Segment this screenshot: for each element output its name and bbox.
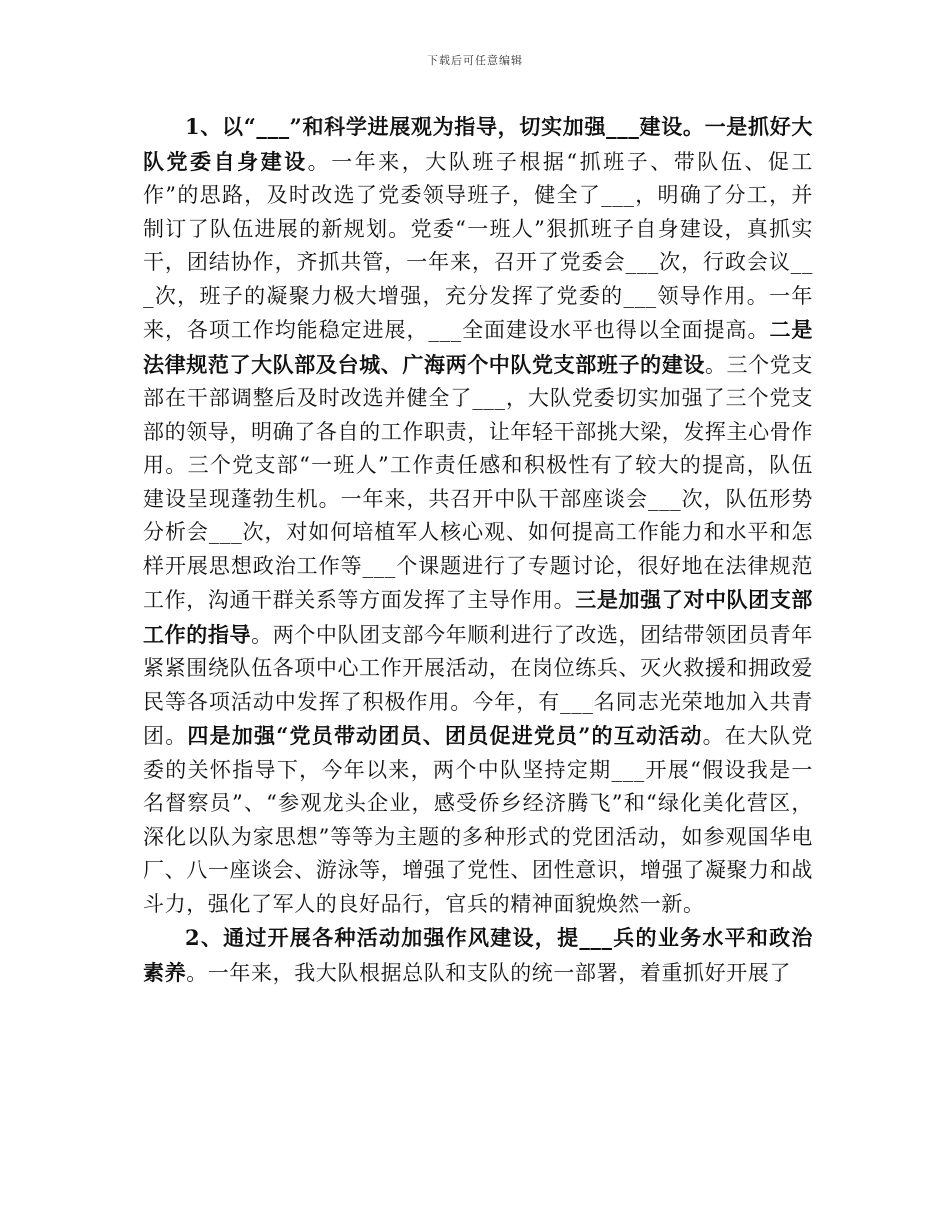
subheading-3: 三是加强了对中队团支部工作的指导 [143,587,813,647]
heading-2: 2、通过开展各种活动加强作风建设，提___兵的业务水平和政治素养 [143,925,813,985]
subheading-2: 二是法律规范了大队部及台城、广海两个中队党支部班子的建设 [143,317,814,377]
body-text: 。一年来，我大队根据总队和支队的统一部署，着重抓好开展了 [186,960,792,985]
paragraph-2 [143,921,813,990]
body-text: 。在大队党委的关怀指导下，今年以来，两个中队坚持定期___开展“假设我是一名督察员”、“参观龙头企业，感受侨乡经济腾飞”和“绿化美化营区，深化以队为家思想”等等为主题的多种形式的党团活动，如参观国华电厂、八一座谈会、游泳等，增强了党性、团性意识，增强了凝聚力和战斗力，强化了军人的良好品行，官兵的精神面貌焕然一新。 [143,724,814,916]
body-text: 。两个中队团支部今年顺利进行了改选，团结带领团员青年紧紧围绕队伍各项中心工作开展活动，在岗位练兵、灭火救援和拥政爱民等各项活动中发挥了积极作用。今年，有___名同志光荣地加入共青团。 [143,622,814,748]
document-body [143,110,813,990]
heading-1: 1、以“___”和科学进展观为指导，切实加强___建设。一是抓好大队党委自身建设 [143,114,813,174]
body-text: 。三个党支部在干部调整后及时改选并健全了___，大队党委切实加强了三个党支部的领导，明确了各自的工作职责，让年轻干部挑大梁，发挥主心骨作用。三个党支部“一班人”工作责任感和积极性有了较大的提高，队伍建设呈现蓬勃生机。一年来，共召开中队干部座谈会___次，队伍形势分析会___次，对如何培植军人核心观、如何提高工作能力和水平和怎样开展思想政治工作等___个课题进行了专题讨论，很好地在法律规范工作，沟通干群关系等方面发挥了主导作用。 [143,352,813,612]
body-text: 。一年来，大队班子根据“抓班子、带队伍、促工作”的思路，及时改选了党委领导班子，健全了___，明确了分工，并制订了队伍进展的新规划。党委“一班人”狠抓班子自身建设，真抓实干，团结协作，齐抓共管，一年来，召开了党委会___次，行政会议___次，班子的凝聚力极大增强，充分发挥了党委的___领导作用。一年来，各项工作均能稳定进展，___全面建设水平也得以全面提高。 [143,149,814,342]
paragraph-1 [143,110,813,921]
page-header: 下载后可任意编辑 [427,54,523,67]
subheading-4: 四是加强“党员带动团员、团员促进党员”的互动活动 [187,723,703,748]
